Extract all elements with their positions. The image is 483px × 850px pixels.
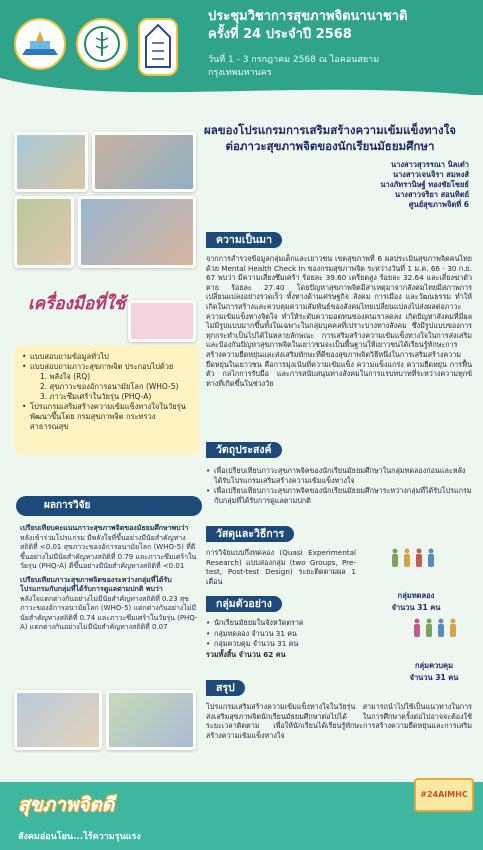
objectives-list: [206, 466, 472, 506]
tools-item: • โปรแกรมเสริมสร้างความเข้มแข็งทางใจในวัยรุ่น พัฒนาขึ้นโดย กรมสุขภาพจิต กระทรวงสาธารณสุข: [22, 402, 192, 432]
author-4: นางสาวจริยา สอนทิตย์: [394, 190, 469, 199]
sample-list: [206, 618, 356, 659]
hashtag-badge: [414, 778, 474, 812]
person-icon: [412, 618, 422, 638]
person-icon: [414, 548, 424, 568]
title-line2: ครั้งที่ 24 ประจำปี 2568: [208, 27, 352, 42]
footer-subtitle: สังคมอ่อนโยน...ไร้ความรุนแรง: [18, 832, 141, 842]
mental-health-logo: [14, 18, 66, 70]
tools-heading: เครื่องมือที่ใช้: [28, 294, 126, 314]
results-p2-body: พลังใจแตกต่างกันอย่างไม่มีนัยสำคัญทางสถิติที่ 0.23 สุขภาวะของอัการอนามัยโลก (WHO-5) แตกต่างกันอย่างไม่มีนัยสำคัญทางสถิติที่ 0.74 และภาวะซึมเศร้าในวัยรุ่น (PHQ-A) แตกต่างกันอย่างไม่มีนัยสำคัญทางสถิติที่ 0.07: [20, 594, 198, 631]
objective-item: • เพื่อเปรียบเทียบภาวะสุขภาพจิตของนักเรียนมัธยมศึกษาระหว่างกลุ่มที่ได้รับโปรแกรมกับกลุ่มที่ได้รับการดูแลตามปกติ: [206, 486, 472, 505]
experimental-group-figures: [390, 548, 436, 568]
sample-item: • กลุ่มควบคุม จำนวน 31 คน: [206, 639, 356, 649]
emblem-icon: [144, 23, 172, 71]
person-icon: [402, 548, 412, 568]
results-heading: [16, 496, 202, 516]
results-p1-body: หลังเข้าร่วมโปรแกรม มีพลังใจที่ขึ้นอย่างมีนัยสำคัญทางสถิติที่ <0.01 สุขภาวะของอัการอนามัยโลก (WHO-5) ที่ดีขึ้นอย่างไม่มีนัยสำคัญทางสถิติที่ 0.79 และภาวะซึมเศร้าในวัยรุ่น (PHQ-A) ดีขึ้นอย่างมีนัยสำคัญทางสถิติที่ <0.01: [20, 533, 197, 570]
methods-body: การวิจัยแบบกึ่งทดลอง (Quasi Experimental Research) แบบสองกลุ่ม (two Groups, Pre-test, Post-test Design) ระยะติดตามผล 1 เดือน: [206, 548, 356, 586]
exp-label: กลุ่มทดลอง: [397, 591, 435, 600]
objectives-heading-text: วัตถุประสงค์: [216, 444, 272, 456]
title-line1: ประชุมวิชาการสุขภาพจิตนานาชาติ: [208, 9, 408, 24]
objectives-heading: [206, 442, 282, 458]
person-icon: [436, 618, 446, 638]
author-1: นางสาวสุวรรณา นิลเต๋า: [391, 160, 469, 169]
temple-icon: [18, 29, 62, 59]
date-line2: กรุงเทพมหานคร: [208, 68, 272, 78]
activity-photo-2: [92, 132, 196, 192]
tools-item: • แบบสอบถามภาวะสุขภาพจิต ประกอบไปด้วย: [22, 362, 192, 372]
results-p1-title: เปรียบเทียบคะแนนภาวะสุขภาพจิตของมัธยมศึกษาพบว่า: [20, 524, 189, 532]
person-icon: [426, 548, 436, 568]
background-body: จากการสำรวจข้อมูลกลุ่มเด็กและเยาวชน เขตสุขภาพที่ 6 ผลประเมินสุขภาพจิตคนไทยด้วย Mental Health Check In ของกรมสุขภาพจิต ระหว่างวันที่ 1 ม.ค. 66 - 30 ก.ย. 67 พบว่า มีความเสี่ยงซึมเศร้า ร้อยละ 39.60 เครียดสูง ร้อยละ 32.64 และเสี่ยงฆ่าตัวตาย ร้อยละ 27.40 โดยปัญหาสุขภาพจิตมีสาเหตุมาจากสังคมไทยมีสภาพการเปลี่ยนแปลงอย่างรวดเร็ว ทั้งทางด้านเศรษฐกิจ สังคม การเมือง และวัฒนธรรม ทำให้เกิดในการสร้างและควบคุมความสัมพันธ์ของสังคมไทยเปลี่ยนแปลงไปส่งผลต่อภาวะความเข้มแข็งทางจิตใจ ทำให้ระดับความอดทนของคนเราลดลง เกิดปัญหาสังคมที่มีผลไม่มีรูปแบบมากขึ้นทั้งในเฉพาะในกลุ่มบุคคลที่เปราะบางทางสังคม ซึ่งมีรูปแบบของการทุกกระทำเป็นไปได้ในหลายลักษณะ การเสริมสร้างความเข้มแข็งทางใจในการส่งเสริมและป้องกันปัญหาสุขภาพจิตในเยาวชนจะเป็นพื้นฐานให้เยาวชนได้เรียนรู้ทักษะการสร้างความยืดหยุ่นและส่งเสริมทักษะที่ดีของสุขภาพจิตวิธีหนึ่งในการเสริมสร้างความยืดหยุ่นในเยาวชน คือการมุ่งเน้นที่ความเข้มแข็ง ความแข็งแกร่ง ความยืดหยุ่น การฟื้นตัว กลไกการรับมือ และการสนับสนุนทางสังคมในการแรบทบาทที่ระหว่างความทุกข์ทางที่เกิดขึ้นในช่วงวัย: [206, 254, 472, 388]
sample-heading-text: กลุ่มตัวอย่าง: [216, 598, 272, 610]
methods-heading-text: วัสดุและวิธีการ: [216, 528, 285, 540]
ctrl-label: กลุ่มควบคุม: [414, 661, 454, 670]
tools-subitem: 1. พลังใจ (RQ): [40, 372, 91, 381]
results-text: [20, 520, 198, 633]
ctrl-count: จำนวน 31 คน: [409, 673, 459, 682]
logo-row: [14, 18, 178, 76]
author-3: นางภัทรานิษฐ์ ทองชัยโชยธ์: [380, 180, 469, 189]
conference-title: [208, 8, 478, 80]
footer-title: สุขภาพจิตดี: [18, 794, 115, 816]
person-icon: [448, 618, 458, 638]
caduceus-icon: [82, 24, 122, 64]
center-logo: [138, 18, 178, 76]
summary-heading: [206, 680, 245, 696]
header-banner: [0, 0, 483, 95]
sample-total: รวมทั้งสิ้น จำนวน 62 คน: [206, 649, 286, 659]
summary-heading-text: สรุป: [216, 682, 235, 694]
tools-subitem: 2. สุขภาวะของอัการอนามัยโลก (WHO-5): [40, 382, 179, 391]
control-group-figures: [412, 618, 458, 638]
background-heading-text: ความเป็นมา: [216, 234, 272, 246]
background-heading: [206, 232, 282, 248]
control-group-label: [402, 660, 466, 684]
research-title-line2: ต่อภาวะสุขภาพจิตของนักเรียนมัธยมศึกษา: [225, 139, 435, 153]
dmh-logo: [76, 18, 128, 70]
activity-photo-5: [14, 690, 102, 750]
experimental-group-label: [386, 590, 446, 614]
activity-photo-6: [106, 690, 196, 750]
results-heading-text: ผลการวิจัย: [44, 500, 91, 511]
exp-count: จำนวน 31 คน: [391, 603, 441, 612]
sample-item: • กลุ่มทดลอง จำนวน 31 คน: [206, 629, 356, 639]
objective-item: • เพื่อเปรียบเทียบภาวะสุขภาพจิตของนักเรียนมัธยมศึกษาในกลุ่มทดลองก่อนและหลังได้รับโปรแกรมเสริมสร้างความเข้มแข็งทางใจ: [206, 466, 472, 485]
methods-heading: [206, 526, 294, 542]
hashtag-text: #24AIMHC: [420, 790, 468, 799]
author-affiliation: ศูนย์สุขภาพจิตที่ 6: [408, 200, 469, 209]
date-line1: วันที่ 1 - 3 กรกฎาคม 2568 ณ ไอคอนสยาม: [208, 55, 380, 65]
research-title: [190, 122, 470, 154]
author-2: นางสาวเจนจิรา สมหงส์: [392, 170, 469, 179]
authors-block: [380, 160, 469, 210]
activity-photo-3: [14, 196, 74, 268]
tools-item: • แบบสอบถามข้อมูลทั่วไป: [22, 352, 192, 362]
person-icon: [390, 548, 400, 568]
sample-item: • นักเรียนมัธยมในจังหวัดตราด: [206, 618, 356, 628]
summary-body: โปรแกรมเสริมสร้างความเข้มแข็งทางใจในวัยรุ่น สามารถนำไปใช้เป็นแนวทางในการส่งเสริมสุขภาพจิตนักเรียนมัธยมศึกษาต่อไปได้ ในการศึกษาครั้งต่อไปอาจจะต้องใช้ระยะเวลาติดตาม เพื่อให้นักเรียนได้เรียนรู้ทักษะการสร้างความยืดหยุ่นและการเสริมสร้างความเข้มแข็งทางใจ: [206, 702, 472, 740]
header-wave: [0, 78, 483, 108]
person-icon: [424, 618, 434, 638]
tools-subitem: 3. ภาวะซึมเศร้าในวัยรุ่น (PHQ-A): [40, 392, 152, 401]
activity-photo-1: [14, 132, 88, 192]
students-illustration: [128, 300, 196, 342]
research-title-line1: ผลของโปรแกรมการเสริมสร้างความเข้มแข็งทางใจ: [204, 123, 456, 137]
sample-heading: [206, 596, 282, 612]
tools-box: [14, 345, 200, 455]
activity-photo-4: [78, 196, 196, 268]
results-p2-title: เปรียบเทียบภาวะสุขภาพจิตของระหว่างกลุ่มที่ได้รับโปรแกรมกับกลุ่มที่ได้รับการดูแลตามปกติ พบว่า: [20, 575, 172, 593]
